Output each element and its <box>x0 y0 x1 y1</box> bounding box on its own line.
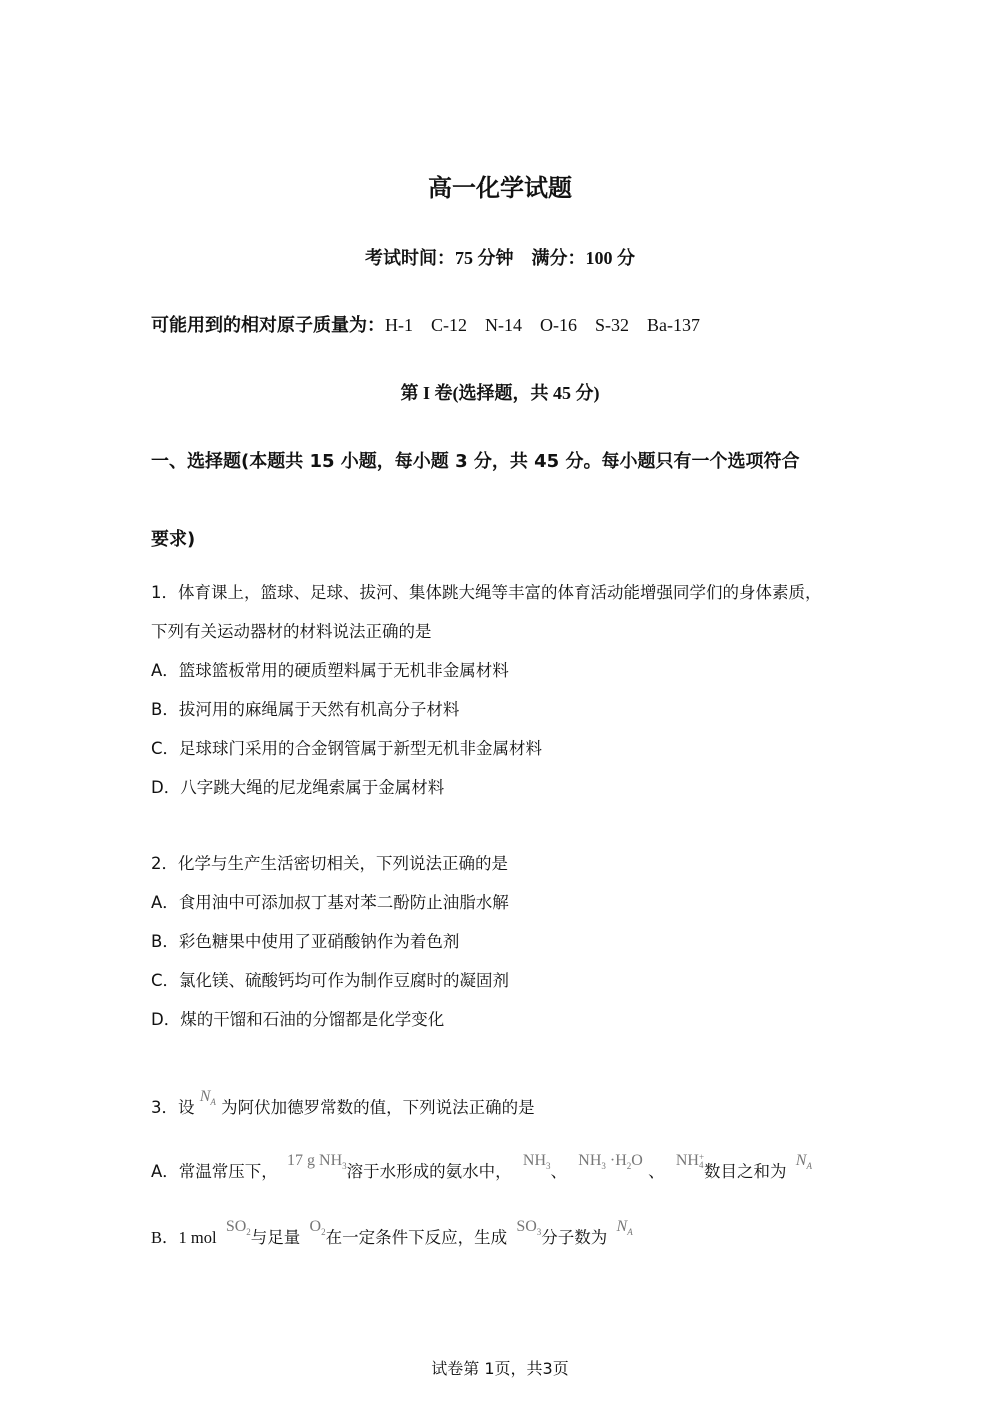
question-3-stem <box>151 1088 535 1119</box>
exam-info-text: 考试时间：75 分钟 满分：100 分 <box>365 248 635 268</box>
nh3-text: NH <box>522 1152 547 1169</box>
question-2-option-c: C．氯化镁、硫酸钙均可作为制作豆腐时的凝固剂 <box>151 971 510 990</box>
question-1-stem-line1: 1．体育课上，篮球、足球、拔河、集体跳大绳等丰富的体育活动能增强同学们的身体素质， <box>151 583 822 602</box>
o2-text: O <box>309 1218 322 1235</box>
question-1-stem-line2: 下列有关运动器材的材料说法正确的是 <box>151 622 432 641</box>
nh3h2o-dot: ·H <box>605 1152 627 1169</box>
question-3-option-a <box>151 1152 812 1183</box>
option-b-mid1: 与足量 <box>250 1228 301 1247</box>
question-3-option-b <box>151 1218 633 1249</box>
nh4-sub: 4 <box>698 1160 704 1171</box>
nh3-sub: 3 <box>546 1161 551 1172</box>
avogadro-sub-b: A <box>627 1227 633 1238</box>
question-2-option-d: D．煤的干馏和石油的分馏都是化学变化 <box>151 1010 445 1029</box>
avogadro-symbol <box>199 1088 216 1108</box>
avogadro-subscript: A <box>210 1097 216 1108</box>
nh3-formula <box>522 1152 551 1172</box>
o2-formula <box>309 1218 326 1238</box>
avogadro-symbol-b <box>616 1218 633 1238</box>
question-1-option-a: A．篮球篮板常用的硬质塑料属于无机非金属材料 <box>151 661 509 680</box>
option-a-mid: 溶于水形成的氨水中， <box>346 1162 512 1181</box>
section-heading-line1: 一、选择题(本题共 15 小题，每小题 3 分，共 45 分。每小题只有一个选项符合 <box>151 451 800 472</box>
option-b-tail: 分子数为 <box>541 1228 608 1247</box>
question-1-option-d: D．八字跳大绳的尼龙绳索属于金属材料 <box>151 778 445 797</box>
page-title: 高一化学试题 <box>428 174 572 202</box>
atomic-masses <box>151 311 700 337</box>
option-a-prefix: A．常温常压下， <box>151 1162 278 1181</box>
question-2-option-b: B．彩色糖果中使用了亚硝酸钠作为着色剂 <box>151 932 460 951</box>
question-2-option-a: A．食用油中可添加叔丁基对苯二酚防止油脂水解 <box>151 893 509 912</box>
avogadro-symbol-a <box>795 1152 812 1172</box>
option-b-prefix: B．1 mol <box>151 1228 217 1247</box>
so2-text: SO <box>225 1218 247 1235</box>
nh3h2o-o: O <box>631 1152 643 1169</box>
volume-heading: 第 I 卷(选择题，共 45 分) <box>400 383 600 403</box>
question-2-stem: 2．化学与生产生活密切相关，下列说法正确的是 <box>151 854 508 873</box>
avogadro-letter-a: N <box>795 1152 807 1169</box>
so3-text: SO <box>516 1218 537 1235</box>
nh3-mass-text: 17 g NH <box>287 1152 343 1169</box>
question-1-option-b: B．拔河用的麻绳属于天然有机高分子材料 <box>151 700 460 719</box>
exam-info <box>0 244 1000 270</box>
nh3-h2o-formula <box>578 1152 643 1172</box>
nh3h2o-nh: NH <box>578 1152 602 1169</box>
nh4-formula <box>676 1152 704 1169</box>
nh3-mass-formula <box>287 1152 347 1172</box>
atomic-masses-values: H-1 C-12 N-14 O-16 S-32 Ba-137 <box>385 315 700 335</box>
o2-sub: 2 <box>321 1227 326 1238</box>
so3-sub: 3 <box>536 1227 542 1238</box>
so2-formula <box>225 1218 251 1238</box>
section-heading-line2: 要求) <box>151 529 196 550</box>
page-footer: 试卷第 1页，共3页 <box>431 1359 569 1378</box>
atomic-masses-label: 可能用到的相对原子质量为： <box>151 315 385 336</box>
question-3-stem-suffix: 为阿伏加德罗常数的值，下列说法正确的是 <box>221 1098 535 1117</box>
option-a-sep2: 、 <box>648 1162 665 1181</box>
nh4-sup: + <box>698 1152 705 1163</box>
option-a-sep1: 、 <box>550 1162 568 1181</box>
option-b-mid2: 在一定条件下反应，生成 <box>325 1228 508 1247</box>
avogadro-letter-b: N <box>616 1218 628 1235</box>
avogadro-letter: N <box>199 1088 211 1105</box>
nh3h2o-sub2: 2 <box>626 1161 632 1172</box>
so2-sub: 2 <box>246 1227 251 1238</box>
question-1-option-c: C．足球球门采用的合金钢管属于新型无机非金属材料 <box>151 739 543 758</box>
question-3-stem-prefix: 3．设 <box>151 1098 195 1117</box>
option-a-tail: 数目之和为 <box>704 1162 787 1181</box>
nh4-text: NH <box>675 1152 699 1169</box>
avogadro-sub-a: A <box>806 1161 812 1172</box>
nh3h2o-sub1: 3 <box>601 1161 606 1172</box>
so3-formula <box>516 1218 542 1238</box>
nh3-mass-sub: 3 <box>342 1161 347 1172</box>
